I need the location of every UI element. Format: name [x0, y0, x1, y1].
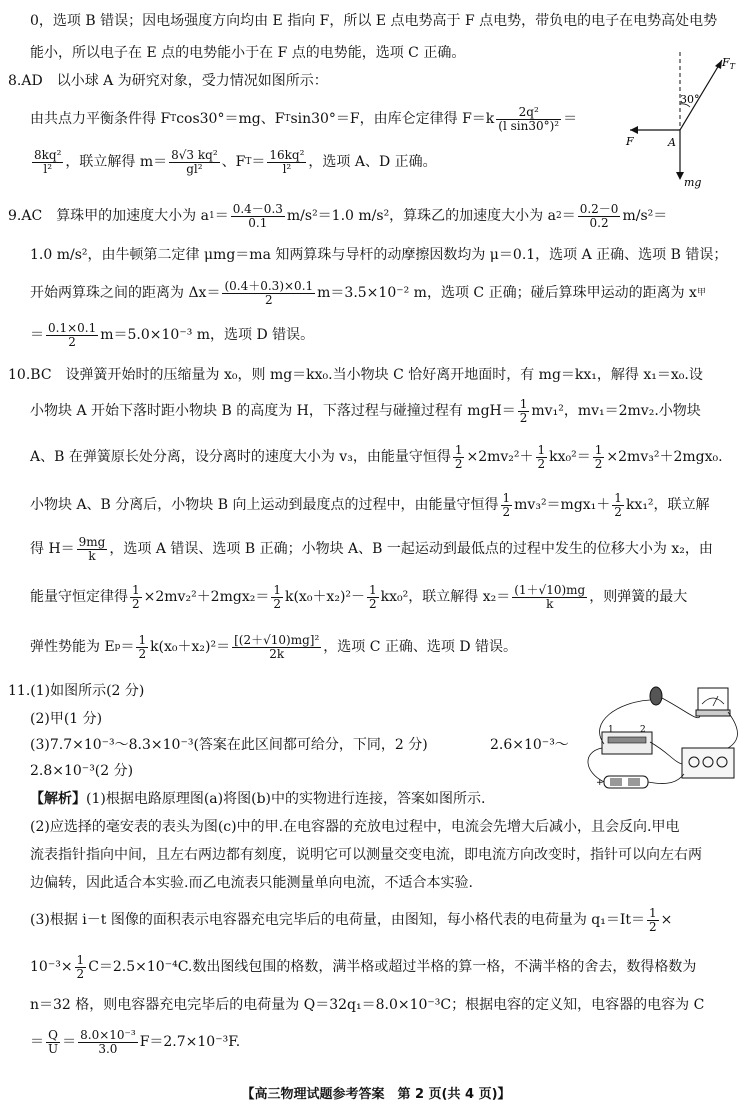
coulomb-arrowhead: [630, 126, 638, 134]
fraction: $\frac{(0.4+0.3)\times 0.1}{2}$: [224, 278, 314, 307]
fraction-half: $\frac{1}{2}$: [76, 952, 85, 981]
text-line: 边偏转，因此适合本实验.而乙电流表只能测量单向电流，不适合本实验.: [30, 875, 473, 891]
fraction-half: $\frac{1}{2}$: [537, 442, 546, 471]
gravity-label: mg: [684, 176, 702, 189]
fraction-half: $\frac{1}{2}$: [138, 632, 147, 661]
text-line: 能小，所以电子在 E 点的电势能小于在 F 点的电势能，选项 C 正确。: [30, 45, 466, 61]
question-number: 8.AD: [8, 73, 43, 89]
fraction: $\frac{\text{8√3 kq²}}{\text{gl²}}$: [171, 147, 218, 176]
fraction-half: $\frac{1}{2}$: [649, 905, 657, 934]
text-line: (3)7.7×10⁻³～8.3×10⁻³(答案在此区间都可给分，下同，2 分): [30, 737, 428, 753]
fraction: $\frac{Q}{U}$: [48, 1027, 59, 1056]
svg-text:+: +: [596, 778, 604, 788]
fraction-half: $\frac{1}{2}$: [594, 442, 603, 471]
gravity-arrowhead: [676, 172, 684, 180]
analysis-line: 【解析】(1)根据电路原理图(a)将图(b)中的实物进行连接，答案如图所示.: [30, 791, 486, 807]
resistance-box-icon: [682, 748, 734, 778]
text-line: 2.8×10⁻³(2 分): [30, 763, 134, 779]
text-line: 流表指针指向中间，且左右两边都有刻度，说明它可以测量交变电流，即电流方向改变时，指针可以向左右两: [30, 847, 702, 863]
point-a-label: A: [668, 136, 676, 149]
text-line: 弹性势能为 E p ＝ $\frac{1}{2}$ k(x₀＋x₂)²＝ $\frac{\text{[(2＋√10)mg]²}}{2k}$ ，选项 C 正确、选项 D 错误。: [30, 632, 518, 661]
force-diagram: [618, 52, 748, 192]
fraction-half: $\frac{1}{2}$: [273, 582, 281, 611]
tension-arrowhead: [715, 60, 722, 69]
wire: [650, 742, 682, 764]
question-number: 9.AC: [8, 208, 43, 224]
text-line: 小物块 A、B 分离后，小物块 B 向上运动到最度点的过程中，由能量守恒得 $\frac{1}{2}$ mv₃²＝mgx₁＋ $\frac{1}{2}$ kx₁²，联立解: [30, 490, 710, 519]
wire: [648, 774, 684, 784]
text-line: 10⁻³× $\frac{1}{2}$ C＝2.5×10⁻⁴C.数出图线包围的格数，满半格或超过半格的算一格，不满半格的舍去，数得格数为: [30, 952, 697, 981]
fraction-half: $\frac{1}{2}$: [614, 490, 622, 519]
fraction-half: $\frac{1}{2}$: [519, 396, 528, 425]
text-line: ＝ $\frac{0.1\times 0.1}{2}$ m＝5.0×10⁻³ m，选项 D 错误。: [30, 320, 315, 349]
text-line: 0，选项 B 错误；因电场强度方向均由 E 指向 F，所以 E 点电势高于 F 点电势，带负电的电子在电势高处电势: [30, 13, 718, 29]
question-9-line: 9.AC 算珠甲的加速度大小为 a 1 ＝ $\frac{0.4-0.3}{0.1}$ m/s²＝1.0 m/s²，算珠乙的加速度大小为 a 2 ＝ $\frac{0.2-0}{0.2}$ m/s²＝: [8, 201, 668, 230]
text-line: n＝32 格，则电容器充电完毕后的电荷量为 Q＝32q₁＝8.0×10⁻³C；根据电容的定义知，电容器的电容为 C: [30, 997, 705, 1013]
question-number: 10.BC: [8, 367, 52, 383]
text-line: 得 H＝ $\frac{9mg}{k}$ ，选项 A 错误、选项 B 正确；小物块 A、B 一起运动到最低点的过程中发生的位移大小为 x₂，由: [30, 534, 713, 563]
fraction: $\frac{\text{8.0×10⁻³}}{3.0}$: [80, 1027, 136, 1056]
question-8-result: $\frac{\text{8kq²}}{\text{l²}}$ ，联立解得 m＝ $\frac{\text{8√3 kq²}}{\text{gl²}}$ 、F T ＝ $\frac{\text{16kq²}}{\text{l²}}$ ，选项 A、D 正确。: [34, 147, 437, 176]
fraction-half: $\frac{1}{2}$: [132, 582, 140, 611]
svg-text:2: 2: [640, 725, 646, 735]
text-line: 开始两算珠之间的距离为 Δx＝ $\frac{(0.4+0.3)\times 0.1}{2}$ m＝3.5×10⁻² m，选项 C 正确；碰后算珠甲运动的距离为 x 甲: [30, 278, 706, 307]
text-line: (2)甲(1 分): [30, 711, 103, 727]
text-line: (3)根据 i－t 图像的面积表示电容器充电完毕后的电荷量，由图知，每小格代表的电荷量为 q₁＝It＝ $\frac{1}{2}$ ×: [30, 905, 673, 934]
text-line: ＝ $\frac{Q}{U}$ ＝ $\frac{\text{8.0×10⁻³}}{3.0}$ F＝2.7×10⁻³F.: [30, 1027, 241, 1056]
svg-text:1: 1: [608, 725, 614, 735]
fraction: $\frac{\text{16kq²}}{\text{l²}}$: [269, 147, 305, 176]
fraction: $\frac{0.2-0}{0.2}$: [579, 201, 619, 230]
fraction: $\frac{0.1\times 0.1}{2}$: [48, 320, 97, 349]
fraction-half: $\frac{1}{2}$: [502, 490, 511, 519]
question-11-line: 11.(1)如图所示(2 分): [8, 683, 145, 699]
question-8-equation: 由共点力平衡条件得 F T cos30°＝mg、F T sin30°＝F，由库仑定律得 F＝k $\frac{\text{2q²}}{\text{(l sin30°)²}}$ ＝: [30, 104, 578, 133]
wire: [662, 698, 700, 718]
angle-label: 30°: [680, 93, 700, 106]
fraction: $\frac{0.4-0.3}{0.1}$: [232, 201, 283, 230]
ammeter-icon: [698, 688, 728, 710]
text-line: A、B 在弹簧原长处分离，设分离时的速度大小为 v₃，由能量守恒得 $\frac{1}{2}$ ×2mv₂²＋ $\frac{1}{2}$ kx₀²＝ $\frac{1}{2}$ ×2mv₃²＋2mgx₀.: [30, 442, 723, 471]
text-line: 1.0 m/s²，由牛顿第二定律 μmg＝ma 知两算珠与导杆的动摩擦因数均为 μ＝0.1，选项 A 正确、选项 B 错误；: [30, 247, 728, 263]
capacitor-icon: [650, 687, 662, 705]
tension-label: $F_T$: [722, 56, 735, 71]
circuit-diagram: [578, 682, 742, 794]
fraction: $\frac{\text{[(2＋√10)mg]²}}{2k}$: [234, 632, 320, 661]
text-line: 2.6×10⁻³～: [490, 737, 569, 753]
wire: [728, 712, 737, 748]
fraction-half: $\frac{1}{2}$: [369, 582, 377, 611]
fraction: $\frac{\text{8kq²}}{\text{l²}}$: [34, 147, 62, 176]
fraction-coulomb: $\frac{\text{2q²}}{\text{(l sin30°)²}}$: [498, 104, 560, 133]
fraction: $\frac{(1+√10)mg}{k}$: [514, 582, 586, 611]
analysis-tag: 【解析】: [30, 791, 86, 807]
text-line: 小物块 A 开始下落时距小物块 B 的高度为 H，下落过程与碰撞过程有 mgH＝ $\frac{1}{2}$ mv₁²，mv₁＝2mv₂.小物块: [30, 396, 701, 425]
fraction-half: $\frac{1}{2}$: [454, 442, 463, 471]
text-line: 能量守恒定律得 $\frac{1}{2}$ ×2mv₂²＋2mgx₂＝ $\frac{1}{2}$ k(x₀＋x₂)²－ $\frac{1}{2}$ kx₀²，联立解得 x₂＝ $\frac{(1+√10)mg}{k}$ ，则弹簧的最大: [30, 582, 688, 611]
page-footer: 【高三物理试题参考答案 第 2 页(共 4 页)】: [241, 1087, 511, 1102]
text-line: (2)应选择的毫安表的表头为图(c)中的甲.在电容器的充放电过程中，电流会先增大后减小，且会反向.甲电: [30, 819, 680, 835]
question-10-line: 10.BC 设弹簧开始时的压缩量为 x₀，则 mg＝kx₀.当小物块 C 恰好离开地面时，有 mg＝kx₁，解得 x₁＝x₀.设: [8, 367, 703, 383]
fraction: $\frac{9mg}{k}$: [78, 534, 106, 563]
question-8-header: 8.AD 以小球 A 为研究对象，受力情况如图所示：: [8, 73, 328, 89]
force-f-label: F: [626, 135, 634, 148]
